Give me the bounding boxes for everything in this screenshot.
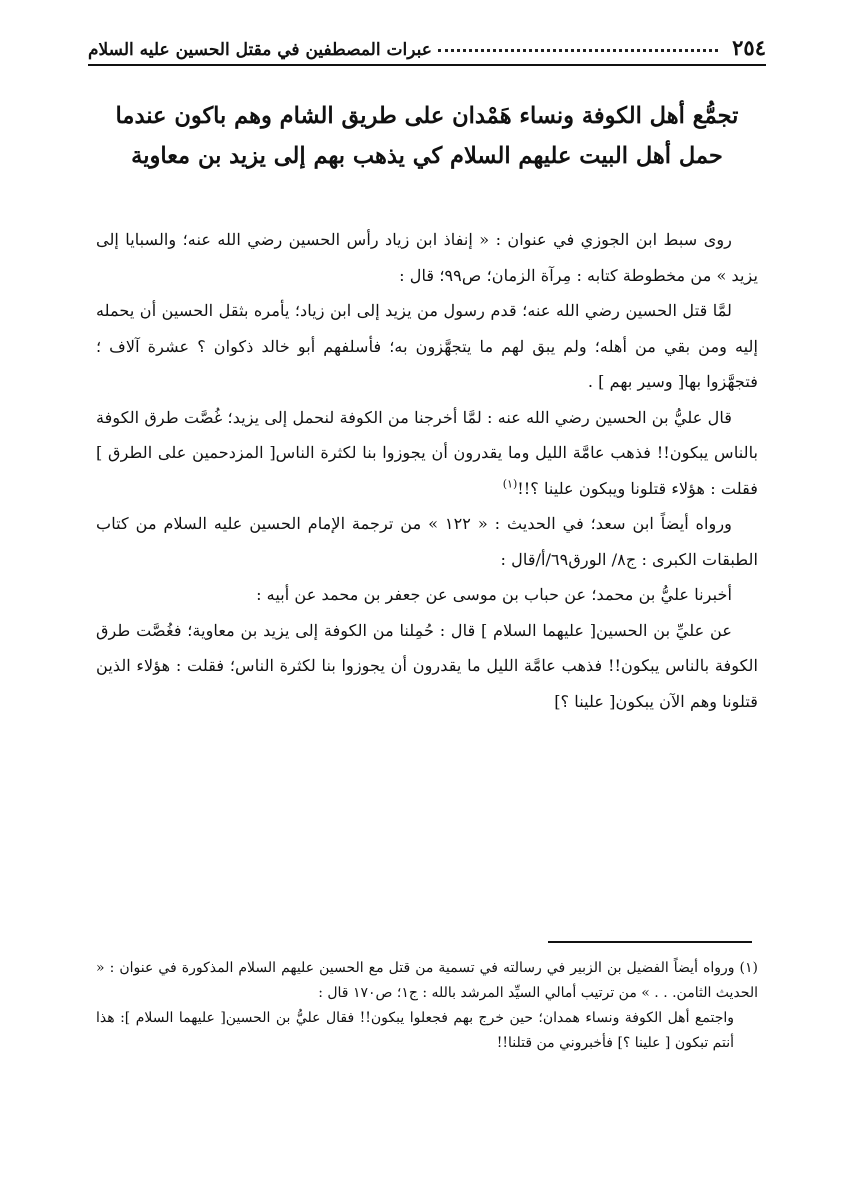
paragraph-3-text: قال عليُّ بن الحسين رضي الله عنه : لمَّا أخرجنا من الكوفة لنحمل إلى يزيد؛ غُصَّت طرق الكوفة بالناس يبكون!! فذهب عامَّة الليل وما يقدرون أن يجوزوا بنا لكثرة الناس[ المزدحمين على الطرق ] فقلت : هؤلاء قتلونا ويبكون علينا ؟!!: [96, 407, 758, 498]
page-header: [88, 30, 766, 66]
page-number: ٢٥٤: [732, 35, 766, 60]
chapter-title: تجمُّع أهل الكوفة ونساء هَمْدان على طريق الشام وهم باكون عندما حمل أهل البيت عليهم السلام كي يذهب بهم إلى يزيد بن معاوية: [115, 103, 739, 169]
paragraph-6: عن عليِّ بن الحسين[ عليهما السلام ] قال : حُمِلنا من الكوفة إلى يزيد بن معاوية؛ فغُصَّت طرق الكوفة بالناس يبكون!! فذهب عامَّة الليل ما يقدرون أن يجوزوا بنا لكثرة الناس؛ فقلت : هؤلاء الذين قتلونا وهم الآن يبكون[ علينا ؟]: [96, 620, 758, 711]
paragraph-1: روى سبط ابن الجوزي في عنوان : « إنفاذ ابن زياد رأس الحسين رضي الله عنه؛ والسبايا إلى يزيد » من مخطوطة كتابه : مِرآة الزمان؛ ص٩٩؛ قال :: [96, 230, 758, 285]
paragraph-2: لمَّا قتل الحسين رضي الله عنه؛ قدم رسول من يزيد إلى ابن زياد؛ يأمره بثقل الحسين أن يحمله إليه ومن بقي من أهله؛ ولم يبق لهم ما يتجهَّزون به؛ فأسلفهم أبو خالد ذكوان ؟ عشرة آلاف ؛ فتجهَّزوا بها[ وسير بهم ] .: [96, 301, 758, 391]
footnote-1-continuation: واجتمع أهل الكوفة ونساء همدان؛ حين خرج بهم فجعلوا يبكون!! فقال عليُّ بن الحسين[ عليهما السلام ]: هذا أنتم تبكون [ علينا ؟] فأخبروني من قتلنا!!: [96, 1010, 734, 1051]
footnotes: [96, 956, 758, 1056]
footnote-1: (١) ورواه أيضاً الفضيل بن الزبير في رسالته في تسمية من قتل مع الحسين عليهم السلام المذكورة في عنوان : « الحديث الثامن. . . » من ترتيب أمالي السيِّد المرشد بالله : ج١؛ ص١٧٠ قال :: [96, 960, 758, 1001]
paragraph-5: أخبرنا عليُّ بن محمد؛ عن حباب بن موسى عن جعفر بن محمد عن أبيه :: [256, 585, 732, 604]
footnote-reference[interactable]: (١): [502, 477, 518, 491]
paragraph-4: ورواه أيضاً ابن سعد؛ في الحديث : « ١٢٢ » من ترجمة الإمام الحسين عليه السلام من كتاب الطبقات الكبرى : ج٨/ الورق٦٩/أ/قال :: [96, 514, 758, 569]
main-text: [96, 222, 758, 719]
footnote-separator: [548, 941, 752, 943]
header-dotted-leader: [438, 49, 718, 52]
paragraph-3: [96, 400, 758, 507]
running-title: عبرات المصطفين في مقتل الحسين عليه السلام: [88, 40, 432, 60]
